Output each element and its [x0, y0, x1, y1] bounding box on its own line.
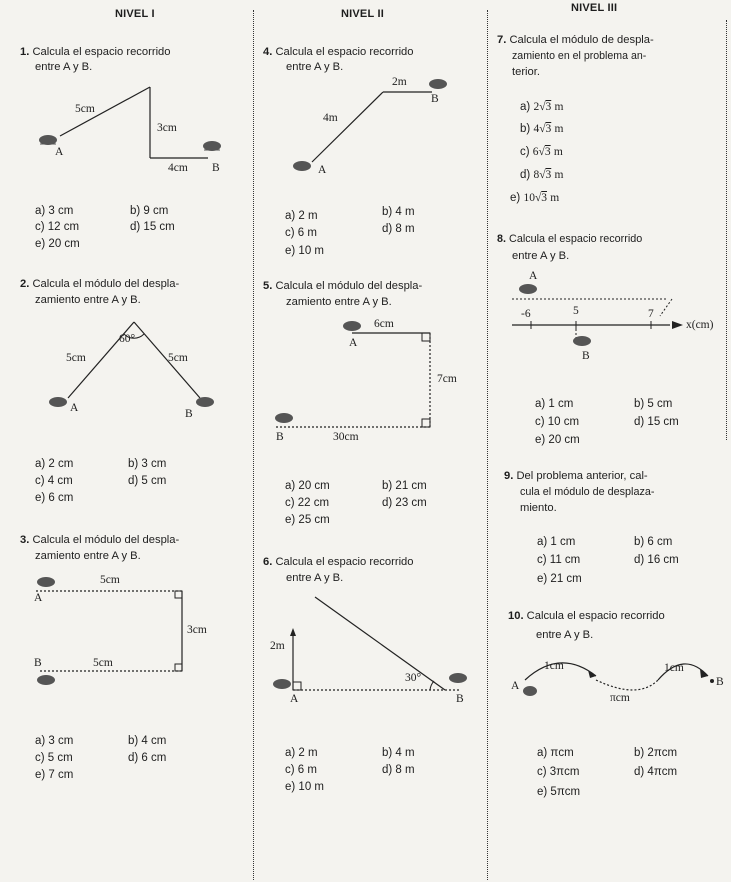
bottom-label: 30cm	[333, 431, 359, 443]
level-3-header: NIVEL III	[571, 2, 618, 14]
option-e[interactable]: e) 10 m	[285, 781, 324, 793]
arrow-head	[588, 670, 596, 678]
option-d[interactable]: d) 8 m	[382, 764, 415, 776]
problem-statement: Calcula el módulo del despla-	[275, 280, 423, 292]
problem-number: 1.	[20, 46, 30, 58]
point-marker	[710, 679, 714, 683]
option-e[interactable]: e) 10√3 m	[510, 192, 560, 204]
problem-statement: terior.	[512, 66, 540, 78]
problem-statement: entre A y B.	[512, 250, 570, 262]
option-a[interactable]: a) 2√3 m	[520, 101, 564, 113]
option-b[interactable]: b) 21 cm	[382, 480, 427, 492]
problem-statement: Calcula el módulo de despla-	[509, 34, 654, 46]
option-a[interactable]: a) 20 cm	[285, 480, 330, 492]
turtle-icon	[523, 686, 537, 696]
arrow-head	[700, 669, 708, 678]
vertical-label: 7cm	[437, 373, 457, 385]
option-a[interactable]: a) 2 m	[285, 210, 318, 222]
problem-number: 10.	[508, 610, 524, 622]
option-c[interactable]: c) 6√3 m	[520, 146, 563, 158]
problem-number: 8.	[497, 233, 507, 245]
point-b-label: B	[582, 350, 590, 362]
point-a-label: A	[290, 693, 299, 705]
point-b-label: B	[431, 93, 439, 105]
problem-statement: Calcula el espacio recorrido	[509, 233, 643, 245]
sqrt-sign: √	[539, 101, 546, 113]
problem-statement: Calcula el espacio recorrido	[275, 556, 414, 568]
option-b[interactable]: b) 9 cm	[130, 205, 169, 217]
problem-statement: Calcula el módulo del despla-	[32, 278, 180, 290]
level-1-header: NIVEL I	[115, 8, 155, 20]
base-label: 4cm	[168, 162, 188, 174]
option-b[interactable]: b) 6 cm	[634, 536, 673, 548]
problem-number: 5.	[263, 280, 273, 292]
point-b-label: B	[716, 676, 724, 688]
option-d[interactable]: d) 16 cm	[634, 554, 679, 566]
tick-label: 5	[573, 305, 579, 317]
sqrt-sign: √	[538, 146, 545, 158]
vertical-label: 3cm	[157, 122, 177, 134]
axis-label: x(cm)	[686, 319, 714, 331]
option-c[interactable]: c) 12 cm	[35, 221, 80, 233]
slant-label: 4m	[323, 112, 338, 124]
point-a-label: A	[529, 270, 538, 282]
problem-statement: zamiento entre A y B.	[286, 296, 392, 308]
option-a[interactable]: a) 3 cm	[35, 735, 74, 747]
sqrt-sign: √	[539, 169, 546, 181]
point-b-label: B	[185, 408, 193, 420]
problem-statement: Calcula el espacio recorrido	[526, 610, 665, 622]
problem-statement: entre A y B.	[286, 61, 344, 73]
problem-number: 4.	[263, 46, 273, 58]
sqrt-sign: √	[539, 123, 546, 135]
bottom-label: 5cm	[93, 657, 113, 669]
problem-statement: cula el módulo de desplaza-	[520, 486, 655, 498]
problem-statement: Calcula el espacio recorrido	[275, 46, 414, 58]
right-side-label: 5cm	[168, 352, 188, 364]
problem-number: 3.	[20, 534, 30, 546]
option-a[interactable]: a) 3 cm	[35, 205, 74, 217]
point-a-label: A	[318, 164, 327, 176]
point-b-label: B	[212, 162, 220, 174]
option-a[interactable]: a) 1 cm	[537, 536, 576, 548]
level-2-header: NIVEL II	[341, 8, 384, 20]
left-side-label: 5cm	[66, 352, 86, 364]
option-b[interactable]: b) 4 cm	[128, 735, 167, 747]
option-d[interactable]: d) 15 cm	[130, 221, 175, 233]
option-e[interactable]: e) 20 cm	[535, 434, 580, 446]
point-b-label: B	[456, 693, 464, 705]
point-a-label: A	[34, 592, 43, 604]
point-a-label: A	[70, 402, 79, 414]
tick-label: -6	[521, 308, 531, 320]
option-e[interactable]: e) 20 cm	[35, 238, 80, 250]
point-a-label: A	[55, 146, 64, 158]
vertical-label: 3cm	[187, 624, 207, 636]
option-c[interactable]: c) 4 cm	[35, 475, 73, 487]
point-a-label: A	[349, 337, 358, 349]
problem-number: 7.	[497, 34, 507, 46]
option-c[interactable]: c) 5 cm	[35, 752, 73, 764]
problem-statement: entre A y B.	[286, 572, 344, 584]
option-d[interactable]: d) 15 cm	[634, 416, 679, 428]
option-a[interactable]: a) 2 cm	[35, 458, 74, 470]
option-d[interactable]: d) 6 cm	[128, 752, 167, 764]
option-b[interactable]: b) 4 m	[382, 747, 415, 759]
problem-statement: Del problema anterior, cal-	[516, 470, 648, 482]
vertical-label: 2m	[270, 640, 285, 652]
option-b[interactable]: b) 2πcm	[634, 747, 678, 759]
option-c[interactable]: c) 6 m	[285, 764, 317, 776]
problem-statement: entre A y B.	[35, 61, 93, 73]
problem-statement: miento.	[520, 502, 557, 514]
arc-1-label: 1cm	[544, 660, 564, 672]
option-e[interactable]: e) 10 m	[285, 245, 324, 257]
top-label: 5cm	[100, 574, 120, 586]
hypotenuse-label: 5cm	[75, 103, 95, 115]
problem-number: 6.	[263, 556, 273, 568]
sqrt-sign: √	[534, 192, 542, 204]
top-label: 2m	[392, 76, 407, 88]
problem-statement: zamiento entre A y B.	[35, 550, 141, 562]
problem-statement: zamiento en el problema an-	[512, 50, 647, 62]
option-b[interactable]: b) 5 cm	[634, 398, 673, 410]
problem-statement: Calcula el espacio recorrido	[32, 46, 171, 58]
option-e[interactable]: e) 21 cm	[537, 573, 582, 585]
problem-number: 9.	[504, 470, 514, 482]
mid-arc-label: πcm	[610, 692, 630, 704]
top-label: 6cm	[374, 318, 394, 330]
option-d[interactable]: d) 23 cm	[382, 497, 427, 509]
arc-2-label: 1cm	[664, 662, 684, 674]
option-d[interactable]: d) 8 m	[382, 223, 415, 235]
option-b[interactable]: b) 3 cm	[128, 458, 167, 470]
point-b-label: B	[34, 657, 42, 669]
option-a[interactable]: a) πcm	[537, 747, 574, 759]
point-a-label: A	[511, 680, 520, 692]
option-c[interactable]: c) 6 m	[285, 227, 317, 239]
point-b-label: B	[276, 431, 284, 443]
option-e[interactable]: e) 7 cm	[35, 769, 74, 781]
problem-number: 2.	[20, 278, 30, 290]
option-a[interactable]: a) 1 cm	[535, 398, 574, 410]
option-e[interactable]: e) 25 cm	[285, 514, 330, 526]
angle-label: 30°	[405, 672, 422, 684]
option-d[interactable]: d) 4πcm	[634, 766, 678, 778]
problem-statement: entre A y B.	[536, 629, 594, 641]
option-e[interactable]: e) 6 cm	[35, 492, 74, 504]
option-d[interactable]: d) 5 cm	[128, 475, 167, 487]
tick-label: 7	[648, 308, 654, 320]
option-b[interactable]: b) 4 m	[382, 206, 415, 218]
problem-statement: Calcula el módulo del despla-	[32, 534, 180, 546]
angle-label: 60°	[119, 333, 136, 345]
option-c[interactable]: c) 3πcm	[537, 766, 580, 778]
path-segment	[596, 680, 658, 690]
option-d[interactable]: d) 8√3 m	[520, 169, 564, 181]
option-a[interactable]: a) 2 m	[285, 747, 318, 759]
option-e[interactable]: e) 5πcm	[537, 786, 581, 798]
option-c[interactable]: c) 10 cm	[535, 416, 580, 428]
option-c[interactable]: c) 11 cm	[537, 554, 581, 566]
problem-statement: zamiento entre A y B.	[35, 294, 141, 306]
option-c[interactable]: c) 22 cm	[285, 497, 330, 509]
option-b[interactable]: b) 4√3 m	[520, 123, 564, 135]
